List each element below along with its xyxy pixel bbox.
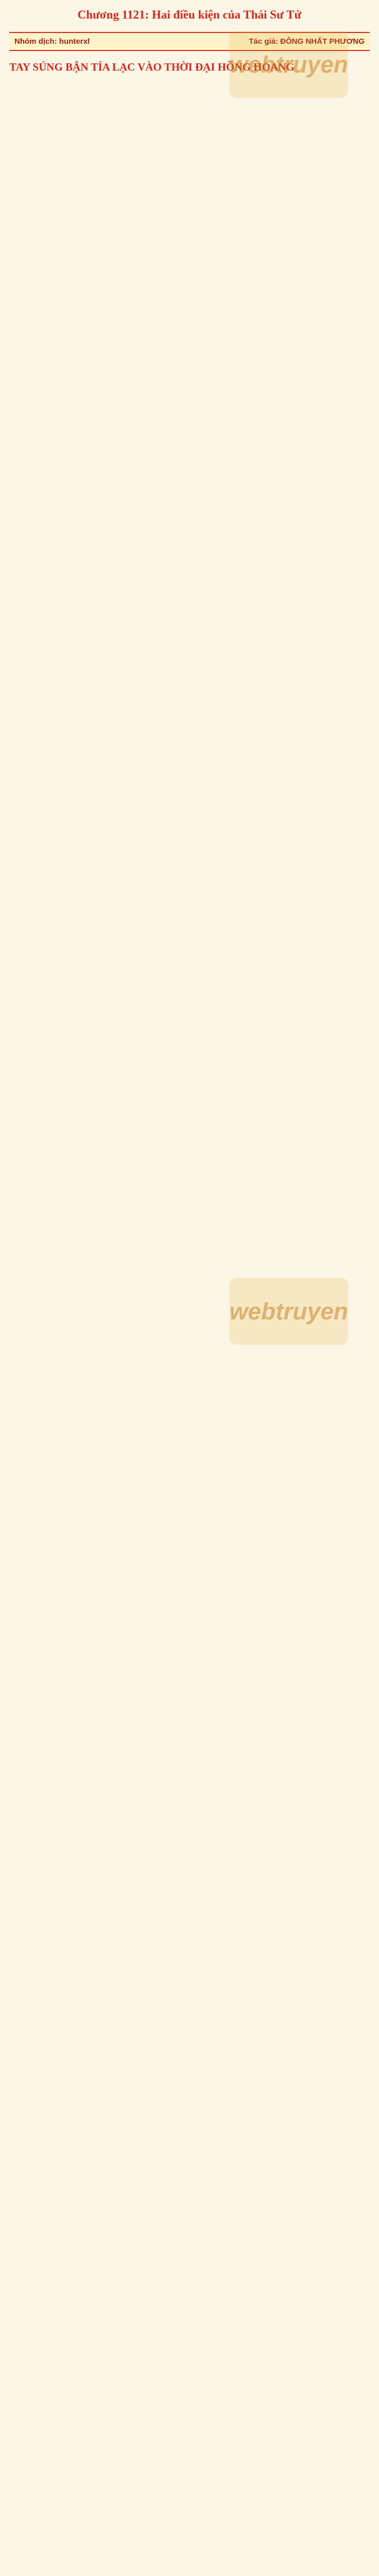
credit-band [9, 32, 370, 51]
translator-credit: Nhóm dịch: hunterxl [14, 37, 90, 46]
watermark-logo: webtruyen [229, 31, 348, 98]
story-title: TAY SÚNG BẬN TÍA LẠC VÀO THỜI ĐẠI HỒNG HOANG [9, 60, 294, 73]
author-credit: Tác giả: ĐÔNG NHẤT PHƯƠNG [249, 37, 365, 46]
watermark-logo: webtruyen [229, 1278, 348, 1345]
chapter-title: Chương 1121: Hai điều kiện của Thái Sư Tử [77, 8, 302, 21]
